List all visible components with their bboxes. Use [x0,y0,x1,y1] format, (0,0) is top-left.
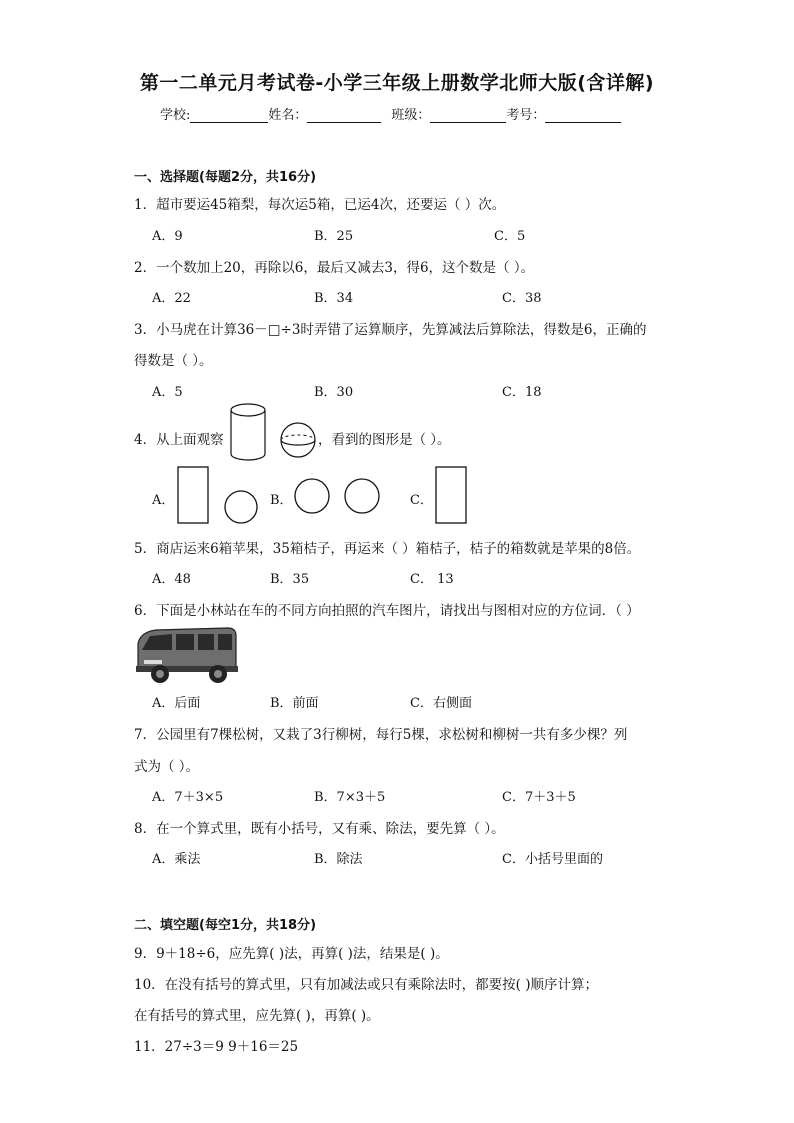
q7-option-a[interactable]: A．7＋3×5 [152,790,224,805]
cylinder-icon [228,402,268,464]
question-11: 11．27÷3＝9 9＋16＝25 [134,1039,299,1055]
q4-option-b-figure [292,476,384,516]
q2-option-c[interactable]: C．38 [502,291,542,306]
q6-option-a[interactable]: A．后面 [152,696,201,711]
q4-option-b[interactable]: B． [270,493,293,508]
page-title: 第一二单元月考试卷-小学三年级上册数学北师大版(含详解) [139,72,655,94]
q2-option-a[interactable]: A．22 [152,291,191,306]
q8-option-a[interactable]: A．乘法 [152,852,201,867]
q5-option-b[interactable]: B．35 [270,572,310,587]
q3-option-c[interactable]: C．18 [502,385,542,400]
q1-option-a[interactable]: A．9 [152,229,183,244]
van-icon [132,622,242,686]
number-label: 考号： [506,108,546,123]
question-2: 2．一个数加上20，再除以6，最后又减去3，得6，这个数是（ ）。 [134,260,535,276]
class-blank[interactable] [430,108,506,123]
question-5: 5．商店运来6箱苹果，35箱桔子，再运来（ ）箱桔子，桔子的箱数就是苹果的8倍。 [134,541,641,557]
question-3-line2: 得数是（ ）。 [134,353,213,369]
question-8: 8．在一个算式里，既有小括号，又有乘、除法，要先算（ ）。 [134,821,505,837]
question-3-line1: 3．小马虎在计算36－□÷3时弄错了运算顺序，先算减法后算除法，得数是6，正确的 [134,322,647,338]
q4-option-c-figure [434,465,470,525]
q6-option-b[interactable]: B．前面 [270,696,319,711]
question-7-line2: 式为（ ）。 [134,759,200,775]
q1-option-b[interactable]: B．25 [314,229,354,244]
q4-option-c[interactable]: C． [410,493,433,508]
q6-option-c[interactable]: C．右侧面 [410,696,472,711]
q3-option-a[interactable]: A．5 [152,385,183,400]
name-blank[interactable] [307,108,381,123]
q7-option-b[interactable]: B．7×3＋5 [314,790,386,805]
q5-option-a[interactable]: A．48 [152,572,191,587]
question-6: 6．下面是小林站在车的不同方向拍照的汽车图片，请找出与图相对应的方位词．（ ） [134,603,640,619]
question-7-line1: 7．公园里有7棵松树，又栽了3行柳树，每行5棵，求松树和柳树一共有多少棵？列 [134,727,628,743]
q3-option-b[interactable]: B．30 [314,385,354,400]
question-10-line2: 在有括号的算式里，应先算( )，再算( )。 [134,1008,380,1024]
section-choice-heading: 一、选择题(每题2分，共16分) [134,170,317,185]
name-label: 姓名： [268,108,308,123]
question-4-text1: 4．从上面观察 [134,432,224,448]
q8-option-c[interactable]: C．小括号里面的 [502,852,603,867]
question-1: 1．超市要运45箱梨，每次运5箱，已运4次，还要运（ ）次。 [134,197,506,213]
class-label: 班级： [391,108,431,123]
section-fill-heading: 二、填空题(每空1分，共18分) [134,918,317,933]
q8-option-b[interactable]: B．除法 [314,852,363,867]
q1-option-c[interactable]: C．5 [494,229,526,244]
question-9: 9．9＋18÷6，应先算( )法，再算( )法，结果是( )。 [134,946,449,962]
student-info-line [160,104,680,123]
number-blank[interactable] [545,108,621,123]
q2-option-b[interactable]: B．34 [314,291,354,306]
question-4-text2: ，看到的图形是（ ）。 [318,432,451,448]
q4-option-a-figure [176,465,266,525]
q5-option-c[interactable]: C． 13 [410,572,454,587]
school-label: 学校: [160,108,191,123]
q7-option-c[interactable]: C．7＋3＋5 [502,790,576,805]
question-10-line1: 10．在没有括号的算式里，只有加减法或只有乘除法时，都要按( )顺序计算； [134,977,599,993]
sphere-icon [278,420,318,460]
q4-option-a[interactable]: A． [152,493,175,508]
school-blank[interactable] [190,108,268,123]
